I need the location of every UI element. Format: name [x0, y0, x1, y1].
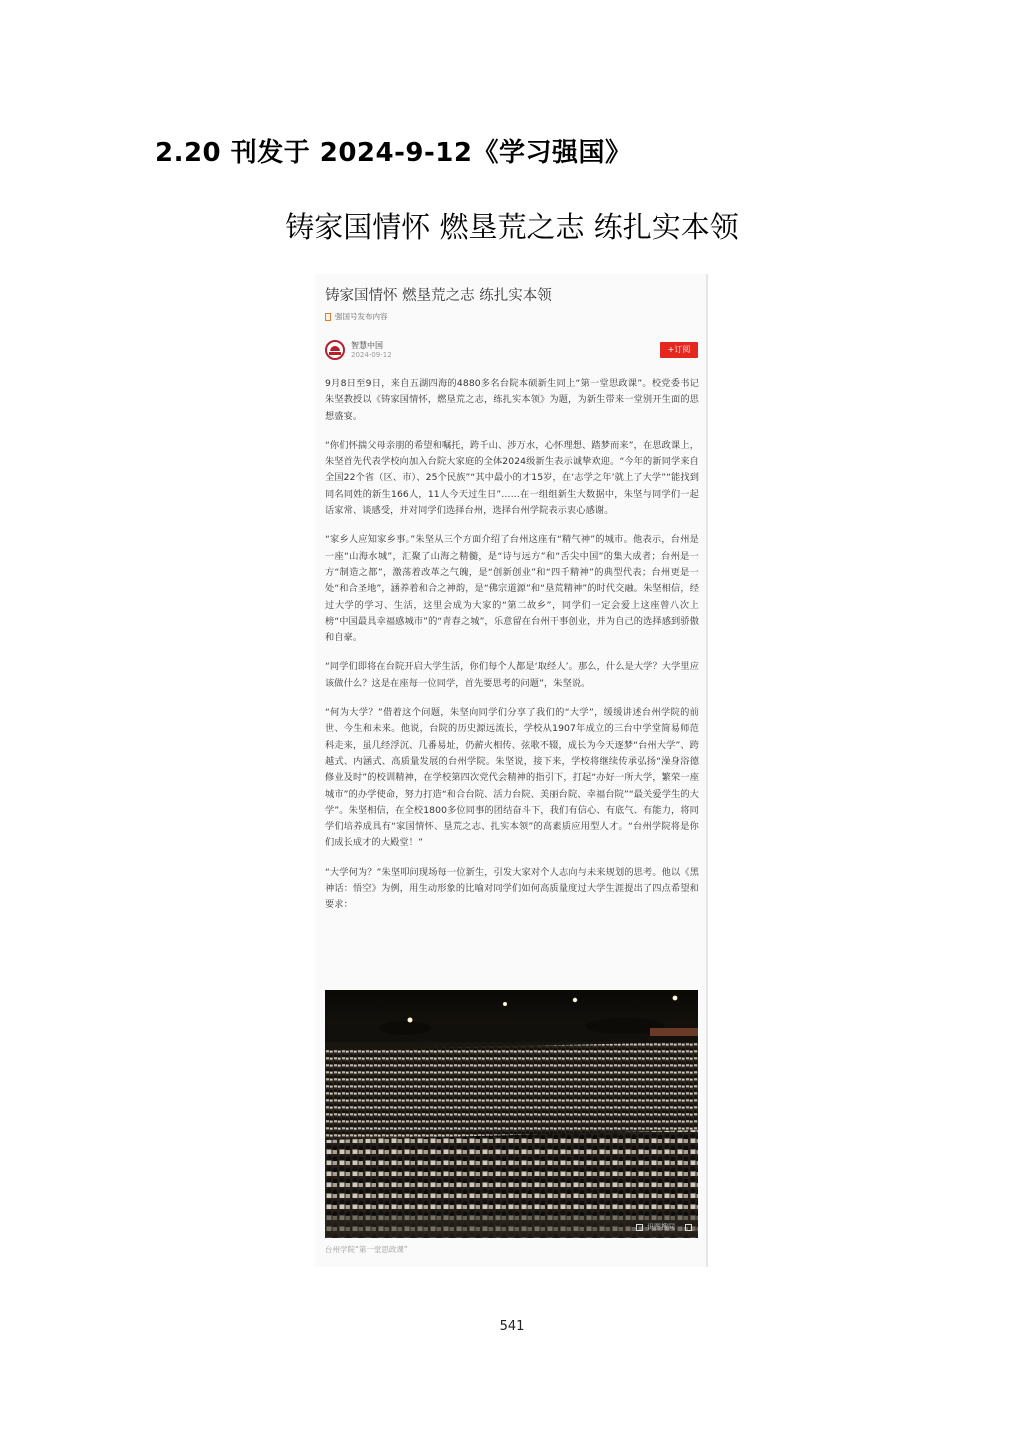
- author-row: [325, 340, 698, 362]
- source-note-label: 强国号发布内容: [335, 312, 388, 321]
- document-title: 铸家国情怀 燃垦荒之志 练扎实本领: [285, 210, 739, 244]
- crowd-photo-image: [325, 990, 698, 1238]
- subscribe-button[interactable]: +订阅: [660, 342, 698, 358]
- avatar-icon[interactable]: [325, 340, 345, 360]
- more-icon[interactable]: [685, 1224, 692, 1231]
- document-icon: [325, 313, 331, 321]
- article-paragraph: 9月8日至9日，来自五湖四海的4880多名台院本硕新生同上“第一堂思政课”。校党委书记朱坚教授以《铸家国情怀，燃垦荒之志，练扎实本领》为题，为新生带来一堂别开生面的思想盛宴。: [325, 378, 699, 422]
- author-name[interactable]: 智慧中国: [351, 341, 383, 350]
- article-paragraph: “你们怀揣父母亲朋的希望和嘱托，跨千山、涉万水，心怀理想、踏梦而来”，在思政课上，朱坚首先代表学校向加入台院大家庭的全体2024级新生表示诚挚欢迎。“今年的新同学来自全国22个省（区、市）、25个民族”“其中最小的才15岁，在‘志学之年’就上了大学”“能找到同名同姓的新生166人，11人今天过生日”……在一组组新生大数据中，朱坚与同学们一起话家常、谈感受，并对同学们选择台州，选择台州学院表示衷心感谢。: [325, 439, 699, 517]
- article-paragraph: “家乡人应知家乡事。”朱坚从三个方面介绍了台州这座有“精气神”的城市。他表示，台州是一座“山海水城”，汇聚了山海之精髓，是“诗与远方”和“舌尖中国”的集大成者；台州是一方“制造之都”，激荡着改革之气魄，是“创新创业”和“四千精神”的典型代表；台州更是一处“和合圣地”，涵养着和合之神韵，是“佛宗道源”和“垦荒精神”的时代交融。朱坚相信，经过大学的学习、生活，这里会成为大家的“第二故乡”，同学们一定会爱上这座曾八次上榜“中国最具幸福感城市”的“青春之城”，乐意留在台州干事创业，并为自己的选择感到骄傲和自豪。: [325, 534, 699, 644]
- page-number: 541: [499, 1319, 525, 1334]
- source-note: [325, 311, 388, 322]
- expand-icon[interactable]: [636, 1224, 643, 1231]
- publish-date: 2024-09-12: [351, 351, 392, 359]
- photo-caption: 台州学院“第一堂思政课”: [325, 1245, 408, 1254]
- article-paragraph: “大学何为？”朱坚叩问现场每一位新生，引发大家对个人志向与未来规划的思考。他以《黑神话：悟空》为例，用生动形象的比喻对同学们如何高质量度过大学生涯提出了四点希望和要求：: [325, 866, 699, 911]
- article-body: [325, 376, 699, 927]
- article-paragraph: “同学们即将在台院开启大学生活，你们每个人都是‘取经人’。那么，什么是大学？大学里应该做什么？这是在座每一位同学，首先要思考的问题”，朱坚说。: [325, 661, 699, 689]
- section-heading: 2.20 刊发于 2024-9-12《学习强国》: [155, 138, 632, 168]
- article-photo[interactable]: [325, 990, 698, 1238]
- article-paragraph: “何为大学？”借着这个问题，朱坚向同学们分享了我们的“大学”，缓缓讲述台州学院的前世、今生和未来。他说，台院的历史源远流长，学校从1907年成立的三台中学堂简易师范科走来，虽几经浮沉、几番易址，仍薪火相传、弦歌不辍，成长为今天逐梦“台州大学”、跨越式、内涵式、高质量发展的台州学院。朱坚说，接下来，学校将继续传承弘扬“澡身浴德 修业及时”的校训精神，在学校第四次党代会精神的指引下，打起“办好一所大学，繁荣一座城市”的办学使命，努力打造“和合台院、活力台院、美丽台院、幸福台院”“最关爱学生的大学”。朱坚相信，在全校1800多位同事的团结奋斗下，我们有信心、有底气、有能力，将同学们培养成具有“家国情怀、垦荒之志、扎实本领”的高素质应用型人才。“台州学院将是你们成长成才的大殿堂！”: [325, 707, 699, 849]
- article-title: 铸家国情怀 燃垦荒之志 练扎实本领: [325, 288, 552, 304]
- photo-search-overlay[interactable]: [636, 1222, 692, 1232]
- article-screenshot: [315, 274, 708, 1267]
- photo-search-label[interactable]: 识图搜同: [647, 1223, 675, 1231]
